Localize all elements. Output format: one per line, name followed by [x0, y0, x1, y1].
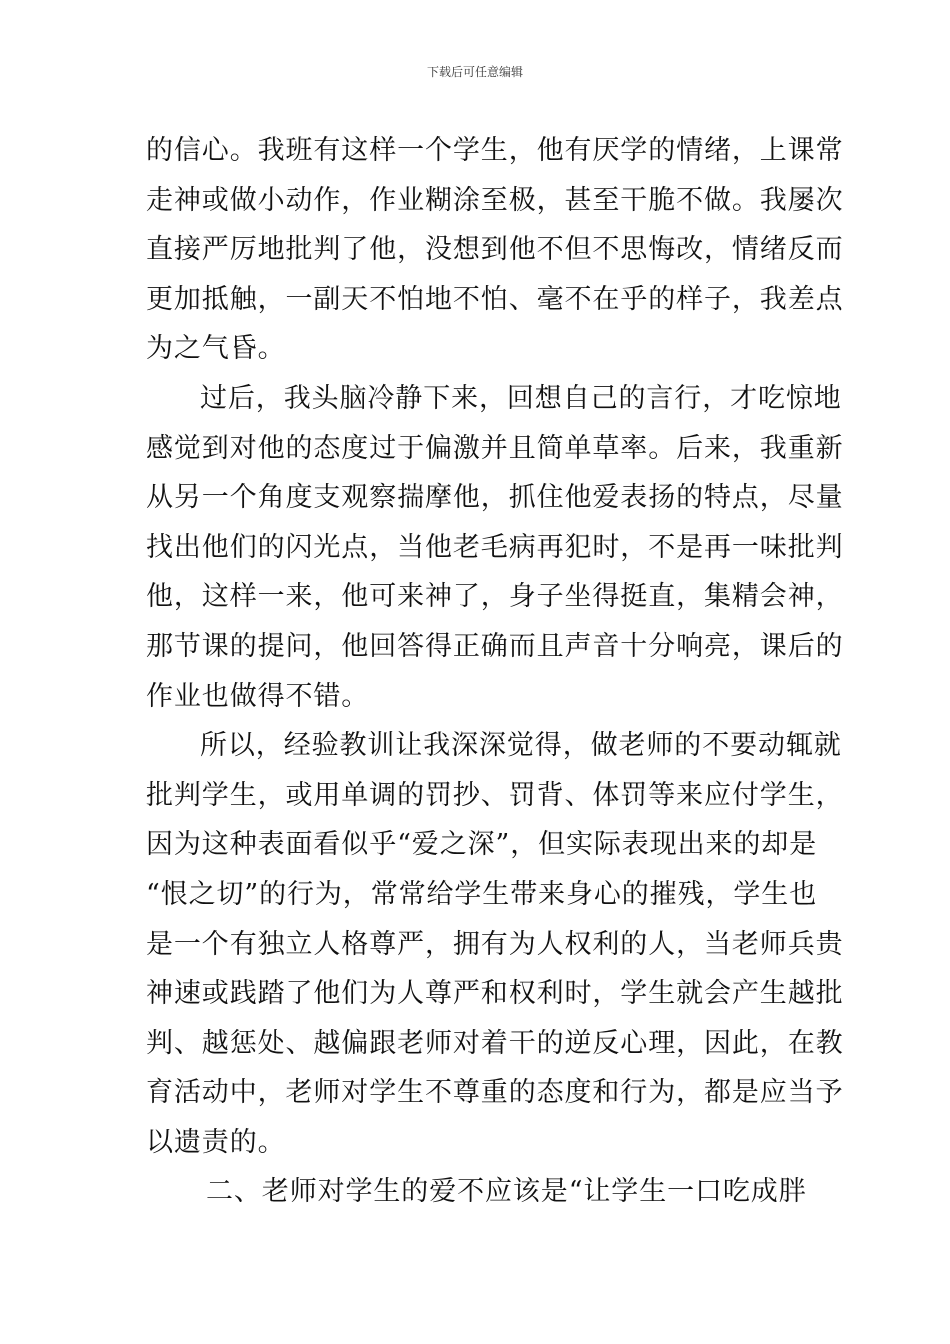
- text-line: 他，这样一来，他可来神了，身子坐得挺直，集精会神，: [146, 581, 844, 613]
- text-line: 找出他们的闪光点，当他老毛病再犯时，不是再一味批判: [146, 531, 844, 563]
- text-line: 所以，经验教训让我深深觉得，做老师的不要动辄就: [200, 730, 842, 762]
- text-line: 是一个有独立人格尊严，拥有为人权利的人，当老师兵贵: [146, 928, 844, 960]
- text-line: 批判学生，或用单调的罚抄、罚背、体罚等来应付学生，: [146, 779, 844, 811]
- paragraph-2: [146, 374, 844, 721]
- text-line: 直接严厉地批判了他，没想到他不但不思悔改，情绪反而: [146, 234, 844, 266]
- heading-line: 二、老师对学生的爱不应该是“让学生一口吃成胖: [206, 1176, 807, 1208]
- text-line: 过后，我头脑冷静下来，回想自己的言行，才吃惊地: [200, 382, 842, 414]
- text-line: 更加抵触，一副天不怕地不怕、毫不在乎的样子，我差点: [146, 283, 844, 315]
- text-line: 作业也做得不错。: [146, 680, 370, 712]
- text-line: 走神或做小动作，作业糊涂至极，甚至干脆不做。我屡次: [146, 184, 844, 216]
- text-line: 那节课的提问，他回答得正确而且声音十分响亮，课后的: [146, 630, 844, 662]
- paragraph-3: [146, 721, 844, 1167]
- text-line: 以遗责的。: [146, 1126, 286, 1158]
- text-line: “恨之切”的行为，常常给学生带来身心的摧残，学生也: [146, 878, 818, 910]
- text-line: 育活动中，老师对学生不尊重的态度和行为，都是应当予: [146, 1077, 844, 1109]
- text-line: 为之气昏。: [146, 333, 286, 365]
- section-heading: [146, 1167, 806, 1217]
- document-body: [146, 126, 844, 1217]
- text-line: 从另一个角度支观察揣摩他，抓住他爱表扬的特点，尽量: [146, 482, 844, 514]
- page-header: 下载后可任意编辑: [426, 65, 523, 79]
- text-line: 的信心。我班有这样一个学生，他有厌学的情绪，上课常: [146, 135, 844, 166]
- text-line: 因为这种表面看似乎“爱之深”，但实际表现出来的却是: [146, 829, 818, 861]
- text-line: 判、越惩处、越偏跟老师对着干的逆反心理，因此，在教: [146, 1027, 844, 1059]
- text-line: 感觉到对他的态度过于偏激并且简单草率。后来，我重新: [146, 432, 844, 464]
- text-line: 神速或践踏了他们为人尊严和权利时，学生就会产生越批: [146, 978, 844, 1010]
- paragraph-1: [146, 126, 844, 374]
